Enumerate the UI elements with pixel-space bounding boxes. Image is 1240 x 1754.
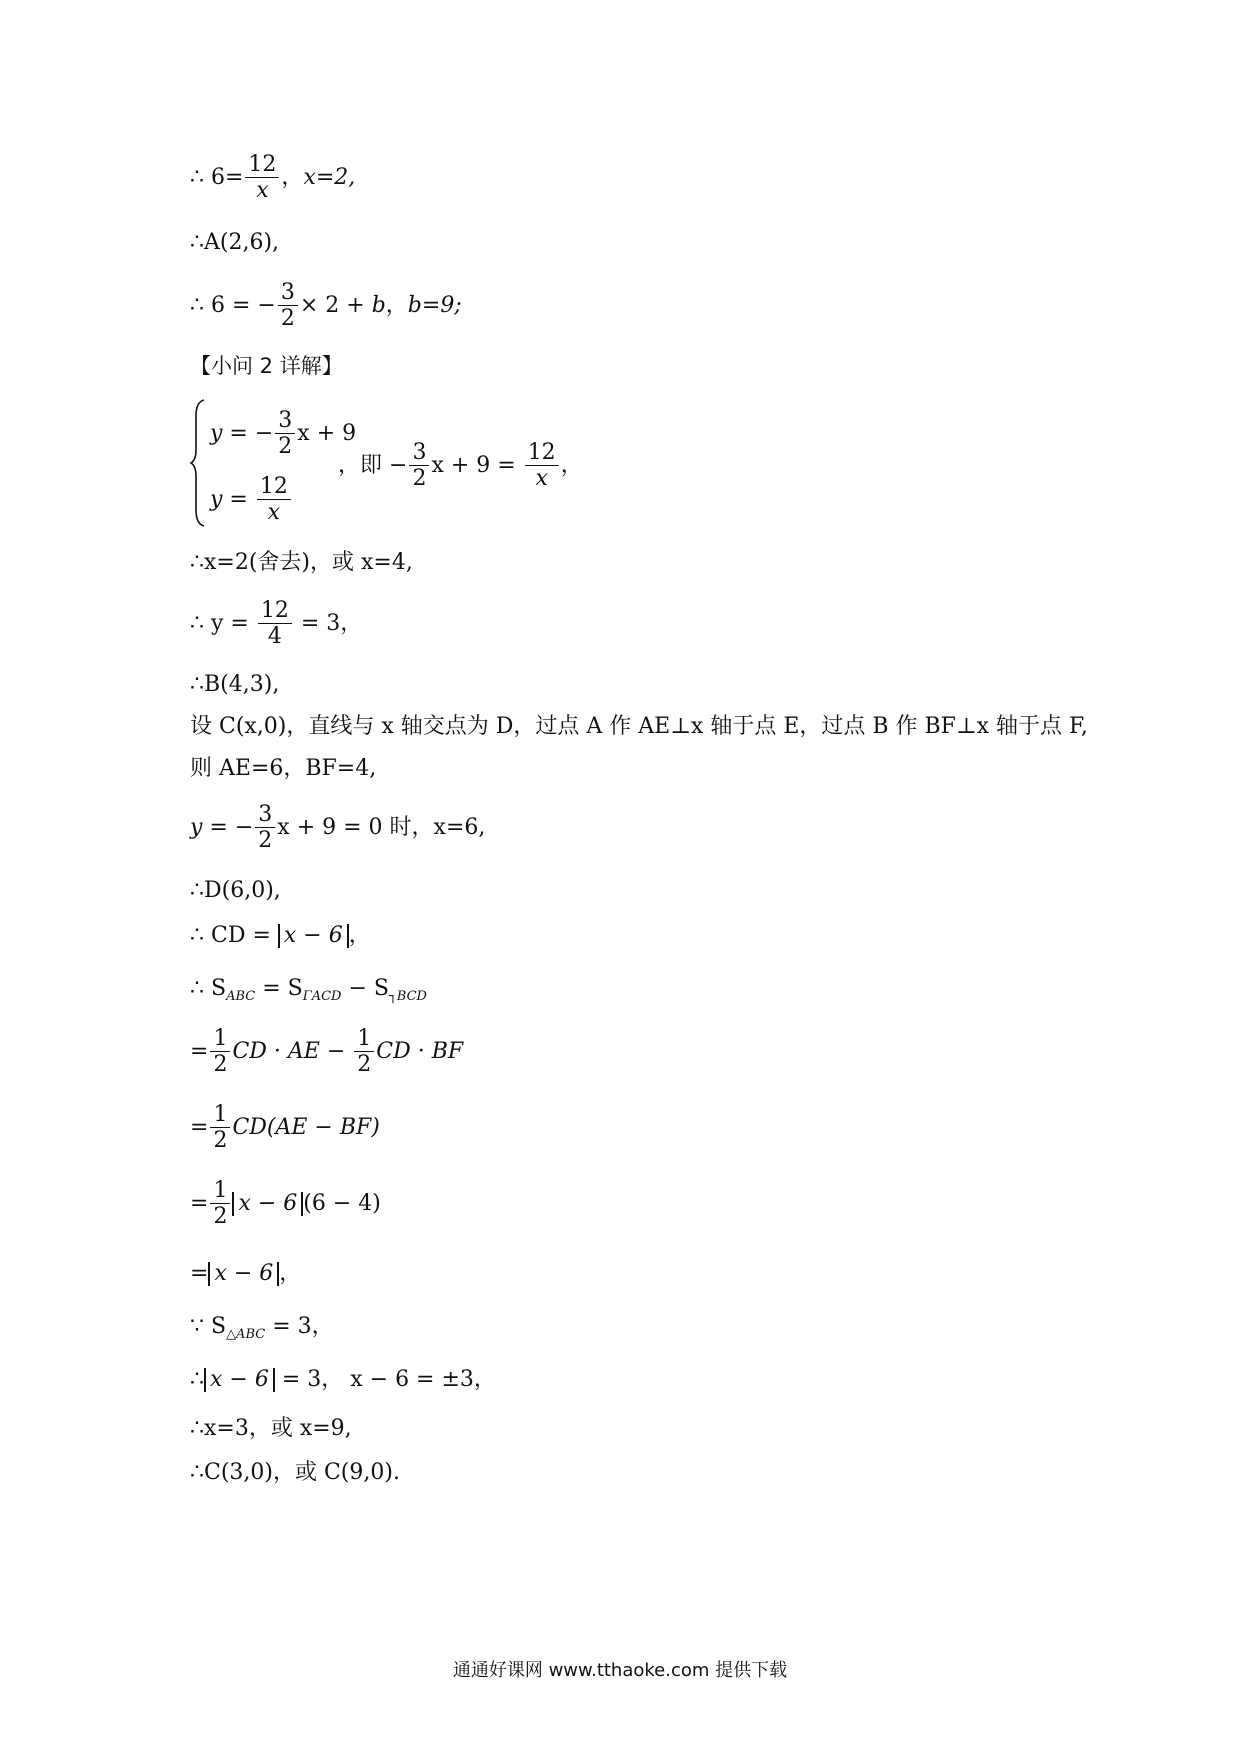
text: b xyxy=(371,292,386,318)
text: ， xyxy=(279,1261,302,1286)
text: ， xyxy=(281,164,304,190)
fraction xyxy=(258,598,292,650)
text: y = − xyxy=(210,420,274,446)
text: ∴ 6 = − xyxy=(190,292,276,318)
numerator: 3 xyxy=(275,408,295,434)
numerator: 3 xyxy=(409,440,429,466)
numerator: 12 xyxy=(258,598,292,624)
numerator: 1 xyxy=(210,1178,230,1204)
text: ∴ xyxy=(190,1367,204,1392)
line-10 xyxy=(190,802,485,854)
denominator: x xyxy=(535,466,548,492)
text: (6 − 4) xyxy=(303,1190,381,1216)
denominator: 2 xyxy=(280,306,295,332)
text: × 2 + xyxy=(299,292,372,318)
denominator: 2 xyxy=(213,1204,228,1230)
denominator: 2 xyxy=(412,466,427,492)
system-eq-2 xyxy=(210,474,293,526)
line-16 xyxy=(190,1178,381,1230)
fraction xyxy=(257,474,291,526)
text: = 3， x − 6 = ±3， xyxy=(274,1367,496,1392)
text: CD(AE − BF) xyxy=(232,1114,380,1140)
text: = xyxy=(190,1261,209,1286)
text: y = xyxy=(210,486,255,512)
absolute-value: x − 6 xyxy=(208,1262,279,1286)
numerator: 3 xyxy=(255,802,275,828)
text: = xyxy=(190,1190,209,1216)
left-brace-icon xyxy=(190,398,206,528)
numerator: 12 xyxy=(245,152,279,178)
text: x + 9 = 0 时，x=6, xyxy=(277,814,486,840)
text: ， xyxy=(348,923,371,948)
section-heading: 【小问 2 详解】 xyxy=(190,354,343,378)
line-21: ∴C(3,0)，或 C(9,0). xyxy=(190,1460,400,1485)
line-6 xyxy=(190,598,362,650)
numerator: 1 xyxy=(210,1026,230,1052)
fraction xyxy=(210,1102,230,1154)
line-8: 设 C(x,0)，直线与 x 轴交点为 D，过点 A 作 AE⊥x 轴于点 E，过点 B 作 BF⊥x 轴于点 F, xyxy=(190,714,1088,739)
absolute-value: x − 6 xyxy=(278,924,349,948)
text: x + 9 = xyxy=(431,452,523,478)
line-19 xyxy=(190,1368,496,1392)
line-15 xyxy=(190,1102,380,1154)
line-17 xyxy=(190,1262,301,1286)
text: x=2, xyxy=(303,164,356,190)
line-1 xyxy=(190,152,355,204)
fraction xyxy=(210,1026,230,1078)
text: ∴ S xyxy=(190,976,227,1001)
text: = xyxy=(190,1114,209,1140)
line-5: ∴x=2(舍去)，或 x=4, xyxy=(190,550,413,575)
line-12 xyxy=(190,924,371,948)
denominator: 2 xyxy=(357,1052,372,1078)
text: = 3， xyxy=(265,1314,334,1339)
text: − S xyxy=(341,976,389,1001)
denominator: 4 xyxy=(267,624,282,650)
text: ， xyxy=(560,452,583,478)
text: x + 9 xyxy=(297,420,357,446)
line-2: ∴A(2,6), xyxy=(190,230,280,255)
text: ，即 − xyxy=(338,452,408,478)
fraction xyxy=(210,1178,230,1230)
system-eq-1 xyxy=(210,408,356,460)
denominator: x xyxy=(256,178,269,204)
page-footer: 通通好课网 www.tthaoke.com 提供下载 xyxy=(452,1660,788,1681)
line-9: 则 AE=6，BF=4, xyxy=(190,756,377,781)
text: = S xyxy=(255,976,303,1001)
line-3 xyxy=(190,280,462,332)
subscript: ΓACD xyxy=(302,989,342,1004)
line-18 xyxy=(190,1316,334,1341)
denominator: 2 xyxy=(258,828,273,854)
numerator: 12 xyxy=(257,474,291,500)
text: y = − xyxy=(190,814,254,840)
denominator: 2 xyxy=(213,1052,228,1078)
text: CD · BF xyxy=(376,1038,464,1064)
numerator: 12 xyxy=(525,440,559,466)
absolute-value: x − 6 xyxy=(204,1368,275,1392)
denominator: 2 xyxy=(278,434,293,460)
text: = 3， xyxy=(293,610,363,636)
fraction xyxy=(245,152,279,204)
fraction xyxy=(278,280,298,332)
system-combined xyxy=(338,440,583,492)
fraction xyxy=(354,1026,374,1078)
numerator: 3 xyxy=(278,280,298,306)
line-11: ∴D(6,0), xyxy=(190,878,281,903)
text: ， xyxy=(385,292,408,318)
subscript: △ABC xyxy=(226,1327,266,1342)
numerator: 1 xyxy=(210,1102,230,1128)
denominator: 2 xyxy=(213,1128,228,1154)
line-20: ∴x=3，或 x=9, xyxy=(190,1416,352,1441)
text: CD · AE − xyxy=(232,1038,353,1064)
line-7: ∴B(4,3), xyxy=(190,672,280,697)
line-13 xyxy=(190,978,427,1003)
subscript: ┐BCD xyxy=(388,989,427,1004)
text: b=9; xyxy=(407,292,462,318)
fraction xyxy=(525,440,559,492)
fraction xyxy=(275,408,295,460)
denominator: x xyxy=(267,500,281,526)
numerator: 1 xyxy=(354,1026,374,1052)
text: ∴ CD = xyxy=(190,923,278,948)
text: = xyxy=(190,1038,209,1064)
absolute-value: x − 6 xyxy=(232,1192,303,1216)
fraction xyxy=(409,440,429,492)
line-14 xyxy=(190,1026,463,1078)
text: ∴ 6= xyxy=(190,164,244,190)
fraction xyxy=(255,802,275,854)
subscript: ABC xyxy=(226,989,256,1004)
text: ∵ S xyxy=(190,1314,227,1339)
text: ∴ y = xyxy=(190,610,256,636)
